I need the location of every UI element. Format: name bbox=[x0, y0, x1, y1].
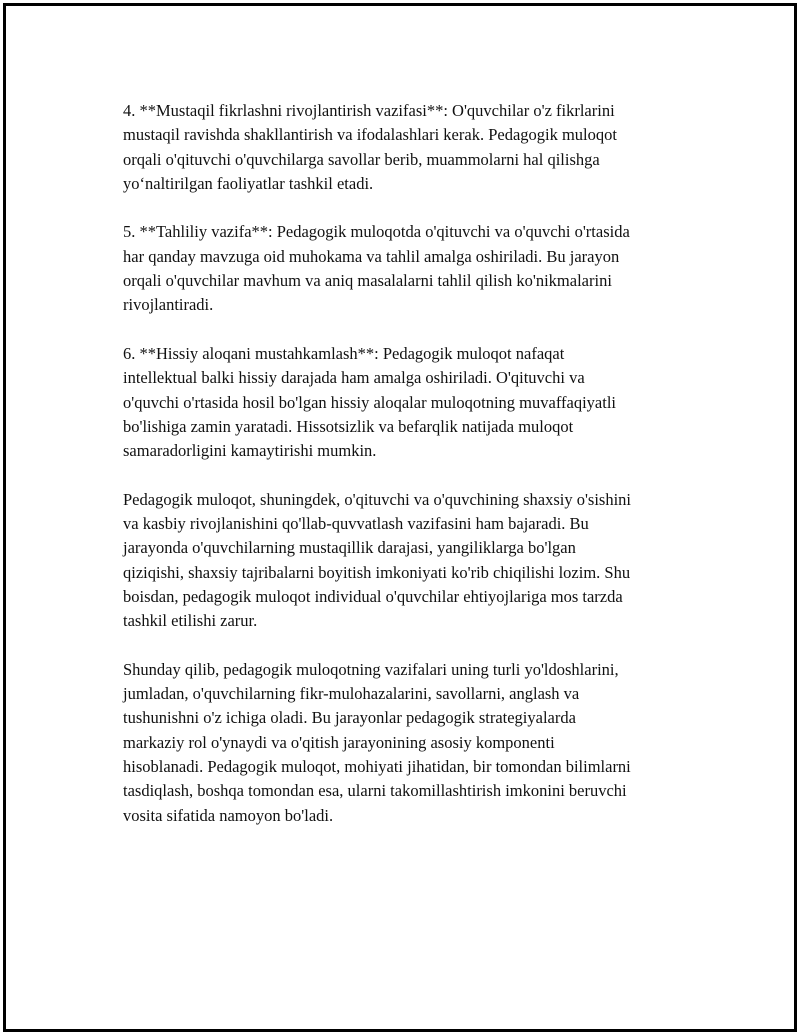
paragraph-independent-thinking: 4. **Mustaqil fikrlashni rivojlantirish vazifasi**: O'quvchilar o'z fikrlarini mustaqil ravishda shakllantirish va ifodalashlari kerak. Pedagogik muloqot orqali o'qituvchi o'quvchilarga savollar berib, muammolarni hal qilishga yo‘naltirilgan faoliyatlar tashkil etadi. bbox=[123, 101, 617, 193]
paragraph-conclusion: Shunday qilib, pedagogik muloqotning vazifalari uning turli yo'ldoshlarini, jumladan, o'quvchilarning fikr-mulohazalarini, savollarni, anglash va tushunishni o'z ichiga oladi. Bu jarayonlar pedagogik strategiyalarda markaziy rol o'ynaydi va o'qitish jarayonining asosiy komponenti hisoblanadi. Pedagogik muloqot, mohiyati jihatidan, bir tomondan bilimlarni tasdiqlash, boshqa tomondan esa, ularni takomillashtirish imkonini beruvchi vosita sifatida namoyon bo'ladi. bbox=[123, 659, 631, 825]
paragraph-personal-growth: Pedagogik muloqot, shuningdek, o'qituvchi va o'quvchining shaxsiy o'sishini va kasbiy rivojlanishini qo'llab-quvvatlash vazifasini ham bajaradi. Bu jarayonda o'quvchilarning mustaqillik darajasi, yangiliklarga bo'lgan qiziqishi, shaxsiy tajribalarni boyitish imkoniyati ko'rib chiqilishi lozim. Shu boisdan, pedagogik muloqot individual o'quvchilar ehtiyojlariga mos tarzda tashkil etilishi zarur. bbox=[123, 489, 632, 631]
page-frame bbox=[3, 3, 797, 1032]
paragraph-emotional-connection: 6. **Hissiy aloqani mustahkamlash**: Pedagogik muloqot nafaqat intellektual balki hissiy darajada ham amalga oshiriladi. O'qituvchi va o'quvchi o'rtasida hosil bo'lgan hissiy aloqalar muloqotning muvaffaqiyatli bo'lishiga zamin yaratadi. Hissotsizlik va befarqlik natijada muloqot samaradorligini kamaytirishi mumkin. bbox=[123, 343, 616, 461]
document-body bbox=[123, 99, 703, 852]
paragraph-analytical-task: 5. **Tahliliy vazifa**: Pedagogik muloqotda o'qituvchi va o'quvchi o'rtasida har qanday mavzuga oid muhokama va tahlil amalga oshiriladi. Bu jarayon orqali o'quvchilar mavhum va aniq masalalarni tahlil qilish ko'nikmalarini rivojlantiradi. bbox=[123, 222, 630, 315]
